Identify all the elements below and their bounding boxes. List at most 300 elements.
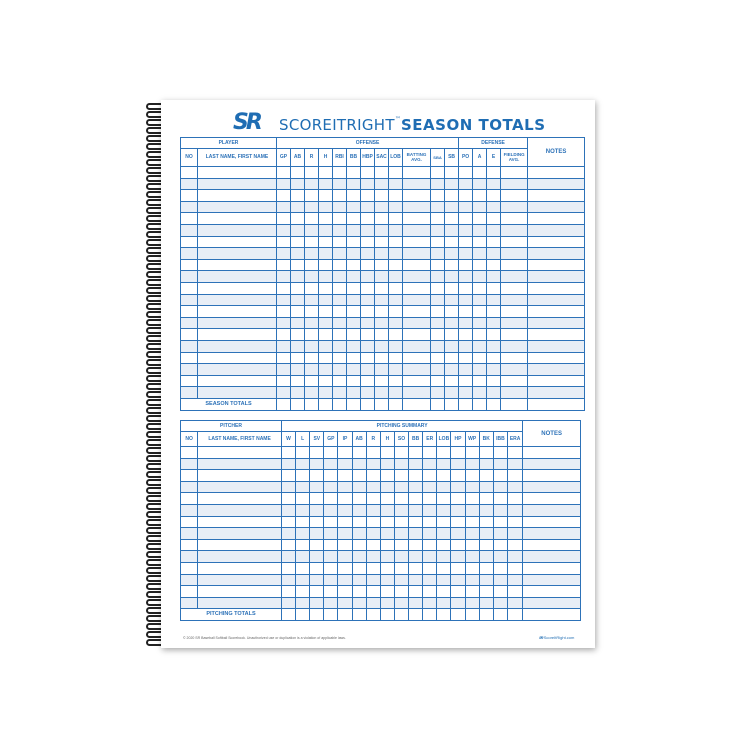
entry-cell[interactable] [305, 236, 319, 248]
entry-cell[interactable] [459, 375, 473, 387]
entry-cell[interactable] [310, 470, 324, 482]
entry-cell[interactable] [310, 528, 324, 540]
entry-cell[interactable] [528, 167, 585, 179]
entry-cell[interactable] [389, 167, 403, 179]
entry-cell[interactable] [305, 387, 319, 399]
entry-cell[interactable] [198, 447, 282, 459]
entry-cell[interactable] [333, 236, 347, 248]
entry-cell[interactable] [291, 282, 305, 294]
entry-cell[interactable] [403, 190, 431, 202]
entry-cell[interactable] [347, 306, 361, 318]
total-cell[interactable] [338, 609, 352, 621]
entry-cell[interactable] [319, 271, 333, 283]
entry-cell[interactable] [366, 597, 380, 609]
entry-cell[interactable] [507, 493, 522, 505]
entry-cell[interactable] [319, 213, 333, 225]
entry-cell[interactable] [493, 516, 507, 528]
entry-cell[interactable] [361, 271, 375, 283]
entry-cell[interactable] [333, 282, 347, 294]
entry-cell[interactable] [198, 493, 282, 505]
entry-cell[interactable] [451, 504, 465, 516]
entry-cell[interactable] [324, 481, 338, 493]
entry-cell[interactable] [409, 562, 423, 574]
entry-cell[interactable] [338, 574, 352, 586]
entry-cell[interactable] [291, 224, 305, 236]
entry-cell[interactable] [181, 574, 198, 586]
entry-cell[interactable] [423, 551, 437, 563]
entry-cell[interactable] [380, 562, 394, 574]
entry-cell[interactable] [479, 551, 493, 563]
entry-cell[interactable] [361, 190, 375, 202]
entry-cell[interactable] [473, 248, 487, 260]
entry-cell[interactable] [198, 352, 277, 364]
entry-cell[interactable] [281, 447, 295, 459]
entry-cell[interactable] [465, 458, 479, 470]
total-cell[interactable] [403, 398, 431, 410]
entry-cell[interactable] [291, 329, 305, 341]
entry-cell[interactable] [493, 481, 507, 493]
entry-cell[interactable] [296, 493, 310, 505]
entry-cell[interactable] [523, 551, 581, 563]
entry-cell[interactable] [198, 259, 277, 271]
entry-cell[interactable] [493, 528, 507, 540]
total-cell[interactable] [310, 609, 324, 621]
entry-cell[interactable] [389, 352, 403, 364]
entry-cell[interactable] [366, 586, 380, 598]
entry-cell[interactable] [473, 294, 487, 306]
entry-cell[interactable] [473, 364, 487, 376]
entry-cell[interactable] [473, 224, 487, 236]
entry-cell[interactable] [375, 352, 389, 364]
entry-cell[interactable] [291, 352, 305, 364]
entry-cell[interactable] [394, 528, 408, 540]
entry-cell[interactable] [445, 294, 459, 306]
entry-cell[interactable] [451, 597, 465, 609]
entry-cell[interactable] [296, 447, 310, 459]
entry-cell[interactable] [501, 317, 528, 329]
entry-cell[interactable] [403, 329, 431, 341]
entry-cell[interactable] [181, 493, 198, 505]
entry-cell[interactable] [198, 562, 282, 574]
entry-cell[interactable] [347, 236, 361, 248]
entry-cell[interactable] [181, 516, 198, 528]
entry-cell[interactable] [487, 190, 501, 202]
entry-cell[interactable] [281, 586, 295, 598]
entry-cell[interactable] [409, 447, 423, 459]
entry-cell[interactable] [305, 213, 319, 225]
entry-cell[interactable] [445, 236, 459, 248]
entry-cell[interactable] [389, 294, 403, 306]
entry-cell[interactable] [431, 201, 445, 213]
entry-cell[interactable] [181, 375, 198, 387]
entry-cell[interactable] [291, 375, 305, 387]
entry-cell[interactable] [423, 597, 437, 609]
entry-cell[interactable] [305, 201, 319, 213]
entry-cell[interactable] [493, 493, 507, 505]
entry-cell[interactable] [181, 504, 198, 516]
entry-cell[interactable] [198, 178, 277, 190]
entry-cell[interactable] [333, 306, 347, 318]
entry-cell[interactable] [380, 597, 394, 609]
entry-cell[interactable] [181, 352, 198, 364]
entry-cell[interactable] [347, 387, 361, 399]
entry-cell[interactable] [333, 167, 347, 179]
entry-cell[interactable] [296, 504, 310, 516]
entry-cell[interactable] [305, 167, 319, 179]
entry-cell[interactable] [493, 447, 507, 459]
entry-cell[interactable] [291, 294, 305, 306]
entry-cell[interactable] [403, 224, 431, 236]
entry-cell[interactable] [423, 481, 437, 493]
entry-cell[interactable] [375, 178, 389, 190]
entry-cell[interactable] [319, 375, 333, 387]
entry-cell[interactable] [473, 340, 487, 352]
entry-cell[interactable] [198, 306, 277, 318]
entry-cell[interactable] [352, 504, 366, 516]
entry-cell[interactable] [181, 224, 198, 236]
entry-cell[interactable] [394, 504, 408, 516]
entry-cell[interactable] [423, 516, 437, 528]
entry-cell[interactable] [181, 447, 198, 459]
entry-cell[interactable] [361, 375, 375, 387]
entry-cell[interactable] [277, 213, 291, 225]
entry-cell[interactable] [528, 248, 585, 260]
entry-cell[interactable] [501, 178, 528, 190]
entry-cell[interactable] [181, 294, 198, 306]
entry-cell[interactable] [305, 364, 319, 376]
entry-cell[interactable] [198, 213, 277, 225]
entry-cell[interactable] [501, 271, 528, 283]
entry-cell[interactable] [361, 340, 375, 352]
entry-cell[interactable] [181, 539, 198, 551]
entry-cell[interactable] [487, 201, 501, 213]
entry-cell[interactable] [198, 364, 277, 376]
entry-cell[interactable] [409, 458, 423, 470]
entry-cell[interactable] [380, 586, 394, 598]
entry-cell[interactable] [528, 213, 585, 225]
entry-cell[interactable] [423, 493, 437, 505]
entry-cell[interactable] [296, 597, 310, 609]
entry-cell[interactable] [523, 574, 581, 586]
entry-cell[interactable] [409, 574, 423, 586]
entry-cell[interactable] [361, 167, 375, 179]
entry-cell[interactable] [310, 586, 324, 598]
entry-cell[interactable] [528, 375, 585, 387]
entry-cell[interactable] [198, 375, 277, 387]
entry-cell[interactable] [352, 458, 366, 470]
entry-cell[interactable] [352, 528, 366, 540]
entry-cell[interactable] [324, 586, 338, 598]
entry-cell[interactable] [403, 201, 431, 213]
entry-cell[interactable] [459, 317, 473, 329]
entry-cell[interactable] [403, 294, 431, 306]
entry-cell[interactable] [459, 294, 473, 306]
entry-cell[interactable] [487, 294, 501, 306]
entry-cell[interactable] [528, 178, 585, 190]
entry-cell[interactable] [459, 178, 473, 190]
entry-cell[interactable] [487, 364, 501, 376]
entry-cell[interactable] [473, 271, 487, 283]
entry-cell[interactable] [459, 352, 473, 364]
entry-cell[interactable] [305, 294, 319, 306]
entry-cell[interactable] [347, 271, 361, 283]
entry-cell[interactable] [319, 236, 333, 248]
entry-cell[interactable] [352, 562, 366, 574]
entry-cell[interactable] [352, 516, 366, 528]
entry-cell[interactable] [437, 528, 451, 540]
entry-cell[interactable] [181, 481, 198, 493]
entry-cell[interactable] [487, 248, 501, 260]
entry-cell[interactable] [310, 562, 324, 574]
entry-cell[interactable] [445, 282, 459, 294]
entry-cell[interactable] [501, 375, 528, 387]
entry-cell[interactable] [281, 574, 295, 586]
entry-cell[interactable] [277, 271, 291, 283]
entry-cell[interactable] [487, 271, 501, 283]
entry-cell[interactable] [352, 447, 366, 459]
total-cell[interactable] [361, 398, 375, 410]
entry-cell[interactable] [431, 317, 445, 329]
entry-cell[interactable] [198, 201, 277, 213]
entry-cell[interactable] [394, 458, 408, 470]
entry-cell[interactable] [361, 201, 375, 213]
entry-cell[interactable] [375, 375, 389, 387]
entry-cell[interactable] [198, 516, 282, 528]
entry-cell[interactable] [459, 340, 473, 352]
entry-cell[interactable] [389, 271, 403, 283]
entry-cell[interactable] [198, 248, 277, 260]
entry-cell[interactable] [431, 387, 445, 399]
entry-cell[interactable] [473, 306, 487, 318]
entry-cell[interactable] [319, 317, 333, 329]
entry-cell[interactable] [291, 248, 305, 260]
entry-cell[interactable] [487, 387, 501, 399]
entry-cell[interactable] [507, 516, 522, 528]
entry-cell[interactable] [305, 271, 319, 283]
entry-cell[interactable] [501, 236, 528, 248]
entry-cell[interactable] [445, 259, 459, 271]
entry-cell[interactable] [277, 178, 291, 190]
entry-cell[interactable] [324, 458, 338, 470]
entry-cell[interactable] [281, 504, 295, 516]
entry-cell[interactable] [403, 178, 431, 190]
total-cell[interactable] [305, 398, 319, 410]
entry-cell[interactable] [281, 528, 295, 540]
entry-cell[interactable] [375, 387, 389, 399]
entry-cell[interactable] [310, 447, 324, 459]
entry-cell[interactable] [198, 387, 277, 399]
entry-cell[interactable] [291, 178, 305, 190]
entry-cell[interactable] [333, 224, 347, 236]
entry-cell[interactable] [389, 317, 403, 329]
entry-cell[interactable] [451, 458, 465, 470]
entry-cell[interactable] [333, 201, 347, 213]
entry-cell[interactable] [375, 236, 389, 248]
entry-cell[interactable] [380, 528, 394, 540]
total-cell[interactable] [437, 609, 451, 621]
entry-cell[interactable] [366, 470, 380, 482]
entry-cell[interactable] [380, 447, 394, 459]
entry-cell[interactable] [305, 224, 319, 236]
entry-cell[interactable] [459, 213, 473, 225]
entry-cell[interactable] [296, 586, 310, 598]
entry-cell[interactable] [366, 504, 380, 516]
entry-cell[interactable] [310, 458, 324, 470]
entry-cell[interactable] [324, 493, 338, 505]
entry-cell[interactable] [473, 178, 487, 190]
entry-cell[interactable] [181, 306, 198, 318]
entry-cell[interactable] [507, 528, 522, 540]
entry-cell[interactable] [198, 282, 277, 294]
entry-cell[interactable] [181, 340, 198, 352]
entry-cell[interactable] [389, 364, 403, 376]
entry-cell[interactable] [487, 352, 501, 364]
entry-cell[interactable] [281, 562, 295, 574]
entry-cell[interactable] [347, 317, 361, 329]
entry-cell[interactable] [473, 213, 487, 225]
total-cell[interactable] [479, 609, 493, 621]
entry-cell[interactable] [305, 306, 319, 318]
entry-cell[interactable] [338, 481, 352, 493]
entry-cell[interactable] [291, 387, 305, 399]
entry-cell[interactable] [403, 167, 431, 179]
entry-cell[interactable] [493, 551, 507, 563]
entry-cell[interactable] [198, 317, 277, 329]
entry-cell[interactable] [361, 352, 375, 364]
entry-cell[interactable] [409, 551, 423, 563]
entry-cell[interactable] [324, 504, 338, 516]
entry-cell[interactable] [465, 574, 479, 586]
entry-cell[interactable] [333, 317, 347, 329]
entry-cell[interactable] [451, 470, 465, 482]
entry-cell[interactable] [333, 375, 347, 387]
entry-cell[interactable] [479, 528, 493, 540]
entry-cell[interactable] [347, 259, 361, 271]
entry-cell[interactable] [451, 528, 465, 540]
entry-cell[interactable] [459, 271, 473, 283]
entry-cell[interactable] [459, 329, 473, 341]
entry-cell[interactable] [198, 470, 282, 482]
entry-cell[interactable] [528, 282, 585, 294]
entry-cell[interactable] [403, 387, 431, 399]
entry-cell[interactable] [277, 352, 291, 364]
entry-cell[interactable] [493, 470, 507, 482]
entry-cell[interactable] [277, 306, 291, 318]
entry-cell[interactable] [479, 539, 493, 551]
entry-cell[interactable] [423, 528, 437, 540]
entry-cell[interactable] [431, 329, 445, 341]
entry-cell[interactable] [403, 271, 431, 283]
entry-cell[interactable] [352, 493, 366, 505]
entry-cell[interactable] [310, 504, 324, 516]
entry-cell[interactable] [277, 340, 291, 352]
total-cell[interactable] [487, 398, 501, 410]
entry-cell[interactable] [394, 551, 408, 563]
entry-cell[interactable] [403, 259, 431, 271]
entry-cell[interactable] [366, 458, 380, 470]
entry-cell[interactable] [409, 504, 423, 516]
entry-cell[interactable] [507, 447, 522, 459]
entry-cell[interactable] [333, 352, 347, 364]
entry-cell[interactable] [445, 329, 459, 341]
entry-cell[interactable] [528, 387, 585, 399]
entry-cell[interactable] [487, 340, 501, 352]
entry-cell[interactable] [319, 201, 333, 213]
entry-cell[interactable] [277, 294, 291, 306]
entry-cell[interactable] [501, 213, 528, 225]
entry-cell[interactable] [375, 190, 389, 202]
entry-cell[interactable] [487, 375, 501, 387]
entry-cell[interactable] [487, 236, 501, 248]
entry-cell[interactable] [305, 352, 319, 364]
entry-cell[interactable] [523, 504, 581, 516]
entry-cell[interactable] [375, 248, 389, 260]
entry-cell[interactable] [501, 224, 528, 236]
entry-cell[interactable] [352, 470, 366, 482]
entry-cell[interactable] [459, 306, 473, 318]
entry-cell[interactable] [445, 178, 459, 190]
entry-cell[interactable] [375, 259, 389, 271]
entry-cell[interactable] [523, 597, 581, 609]
entry-cell[interactable] [310, 574, 324, 586]
entry-cell[interactable] [501, 329, 528, 341]
entry-cell[interactable] [501, 167, 528, 179]
entry-cell[interactable] [523, 470, 581, 482]
entry-cell[interactable] [523, 447, 581, 459]
entry-cell[interactable] [437, 562, 451, 574]
entry-cell[interactable] [181, 364, 198, 376]
entry-cell[interactable] [431, 282, 445, 294]
entry-cell[interactable] [305, 375, 319, 387]
entry-cell[interactable] [394, 493, 408, 505]
entry-cell[interactable] [319, 167, 333, 179]
entry-cell[interactable] [305, 248, 319, 260]
entry-cell[interactable] [437, 551, 451, 563]
entry-cell[interactable] [445, 306, 459, 318]
entry-cell[interactable] [459, 224, 473, 236]
entry-cell[interactable] [394, 597, 408, 609]
entry-cell[interactable] [389, 375, 403, 387]
entry-cell[interactable] [333, 387, 347, 399]
entry-cell[interactable] [347, 340, 361, 352]
entry-cell[interactable] [437, 481, 451, 493]
entry-cell[interactable] [479, 504, 493, 516]
entry-cell[interactable] [375, 317, 389, 329]
entry-cell[interactable] [338, 597, 352, 609]
total-cell[interactable] [465, 609, 479, 621]
entry-cell[interactable] [394, 539, 408, 551]
entry-cell[interactable] [375, 271, 389, 283]
entry-cell[interactable] [459, 201, 473, 213]
entry-cell[interactable] [501, 387, 528, 399]
entry-cell[interactable] [347, 213, 361, 225]
entry-cell[interactable] [523, 481, 581, 493]
entry-cell[interactable] [277, 190, 291, 202]
entry-cell[interactable] [394, 481, 408, 493]
entry-cell[interactable] [375, 364, 389, 376]
entry-cell[interactable] [319, 329, 333, 341]
entry-cell[interactable] [473, 259, 487, 271]
entry-cell[interactable] [465, 504, 479, 516]
entry-cell[interactable] [389, 306, 403, 318]
entry-cell[interactable] [361, 329, 375, 341]
entry-cell[interactable] [361, 224, 375, 236]
entry-cell[interactable] [451, 493, 465, 505]
entry-cell[interactable] [451, 562, 465, 574]
entry-cell[interactable] [324, 562, 338, 574]
entry-cell[interactable] [338, 562, 352, 574]
total-cell[interactable] [380, 609, 394, 621]
